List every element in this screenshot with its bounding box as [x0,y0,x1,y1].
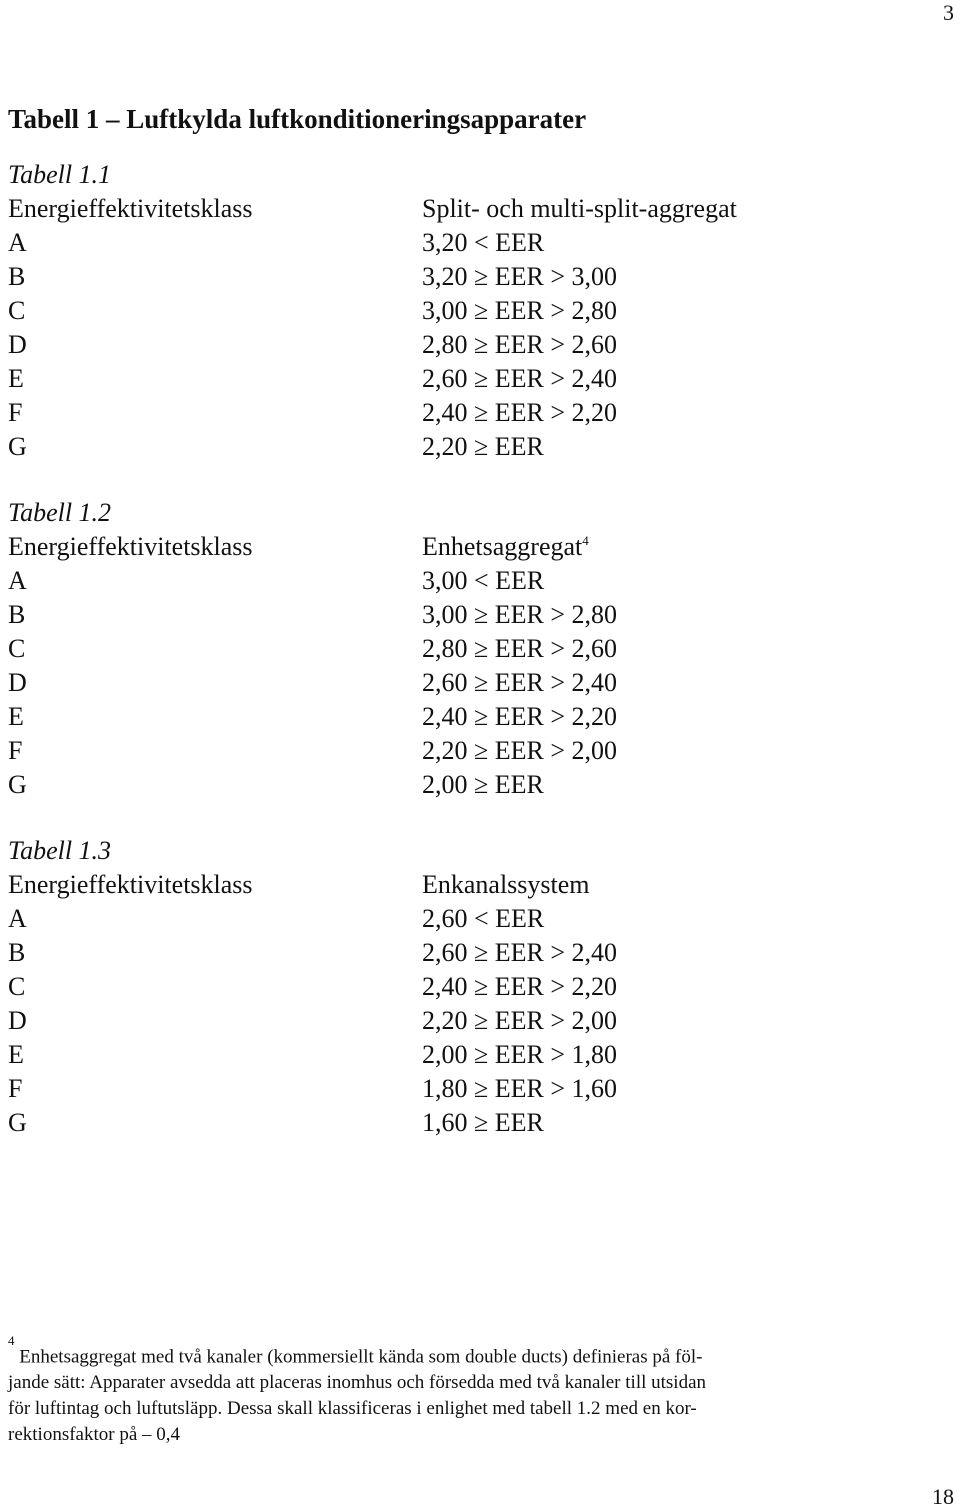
table-row-klass: C [8,634,26,663]
table-row-eer: 3,00 ≥ EER > 2,80 [422,296,618,325]
table-row-klass: C [8,296,26,325]
column-header-eer [422,870,590,900]
column-header-klass: Energieffektivitetsklass [8,870,253,899]
table-row-eer: 2,40 ≥ EER > 2,20 [422,702,618,731]
table-row-klass: D [8,1006,27,1035]
table-row-klass: A [8,566,27,595]
column-header-eer-label: Enkanalssystem [422,870,590,899]
table-row-eer: 2,40 ≥ EER > 2,20 [422,398,618,427]
column-header-eer [422,194,737,224]
page-number-bottom: 18 [932,1484,954,1509]
table-row-klass: E [8,1040,24,1069]
table-row-eer: 2,60 ≥ EER > 2,40 [422,364,618,393]
table-row-klass: F [8,736,23,765]
table-row-eer: 2,80 ≥ EER > 2,60 [422,330,618,359]
main-title: Tabell 1 – Luftkylda luftkonditioneringsapparater [8,104,587,134]
table-title: Tabell 1.3 [8,836,112,865]
table-row-klass: D [8,330,27,359]
table-row-eer: 2,20 ≥ EER > 2,00 [422,736,618,765]
table-row-eer: 3,20 < EER [422,228,545,257]
table-row-eer: 2,40 ≥ EER > 2,20 [422,972,618,1001]
footnote-line: Enhetsaggregat med två kanaler (kommersiellt kända som double ducts) definieras på föl- [19,1346,703,1368]
footnote-reference: 4 [582,533,589,548]
footnote-line: jande sätt: Apparater avsedda att placeras inomhus och försedda med två kanaler till utsidan [8,1372,707,1394]
table-row-klass: B [8,938,26,967]
table-row-eer: 2,20 ≥ EER [422,432,544,461]
column-header-klass: Energieffektivitetsklass [8,194,253,223]
table-row-klass: A [8,904,27,933]
table-row-eer: 2,60 ≥ EER > 2,40 [422,668,618,697]
table-row-eer: 2,00 ≥ EER [422,770,544,799]
column-header-eer [422,532,589,562]
table-row-klass: D [8,668,27,697]
table-row-eer: 2,80 ≥ EER > 2,60 [422,634,618,663]
table-row-klass: E [8,364,24,393]
table-title: Tabell 1.2 [8,498,112,527]
footnote-marker: 4 [8,1333,15,1348]
table-row-klass: E [8,702,24,731]
table-row-eer: 3,00 < EER [422,566,545,595]
table-row-klass: F [8,1074,23,1103]
table-row-klass: B [8,262,26,291]
page-number-top: 3 [943,0,954,25]
table-row-klass: G [8,1108,27,1137]
column-header-klass: Energieffektivitetsklass [8,532,253,561]
table-row-eer: 3,00 ≥ EER > 2,80 [422,600,618,629]
table-row-eer: 2,20 ≥ EER > 2,00 [422,1006,618,1035]
table-row-eer: 2,00 ≥ EER > 1,80 [422,1040,618,1069]
footnote [8,1333,938,1448]
table-row-eer: 2,60 < EER [422,904,545,933]
table-row-eer: 2,60 ≥ EER > 2,40 [422,938,618,967]
table-row-klass: F [8,398,23,427]
table-row-klass: C [8,972,26,1001]
table-row-eer: 1,60 ≥ EER [422,1108,544,1137]
column-header-eer-label: Split- och multi-split-aggregat [422,194,737,223]
table-row-klass: A [8,228,27,257]
table-row-klass: B [8,600,26,629]
table-row-eer: 1,80 ≥ EER > 1,60 [422,1074,618,1103]
column-header-eer-label: Enhetsaggregat [422,532,583,561]
table-title: Tabell 1.1 [8,160,112,189]
table-row-eer: 3,20 ≥ EER > 3,00 [422,262,618,291]
table-row-klass: G [8,432,27,461]
footnote-line: för luftintag och luftutsläpp. Dessa skall klassificeras i enlighet med tabell 1.2 med en kor- [8,1398,697,1420]
table-row-klass: G [8,770,27,799]
footnote-line: rektionsfaktor på – 0,4 [8,1424,181,1446]
